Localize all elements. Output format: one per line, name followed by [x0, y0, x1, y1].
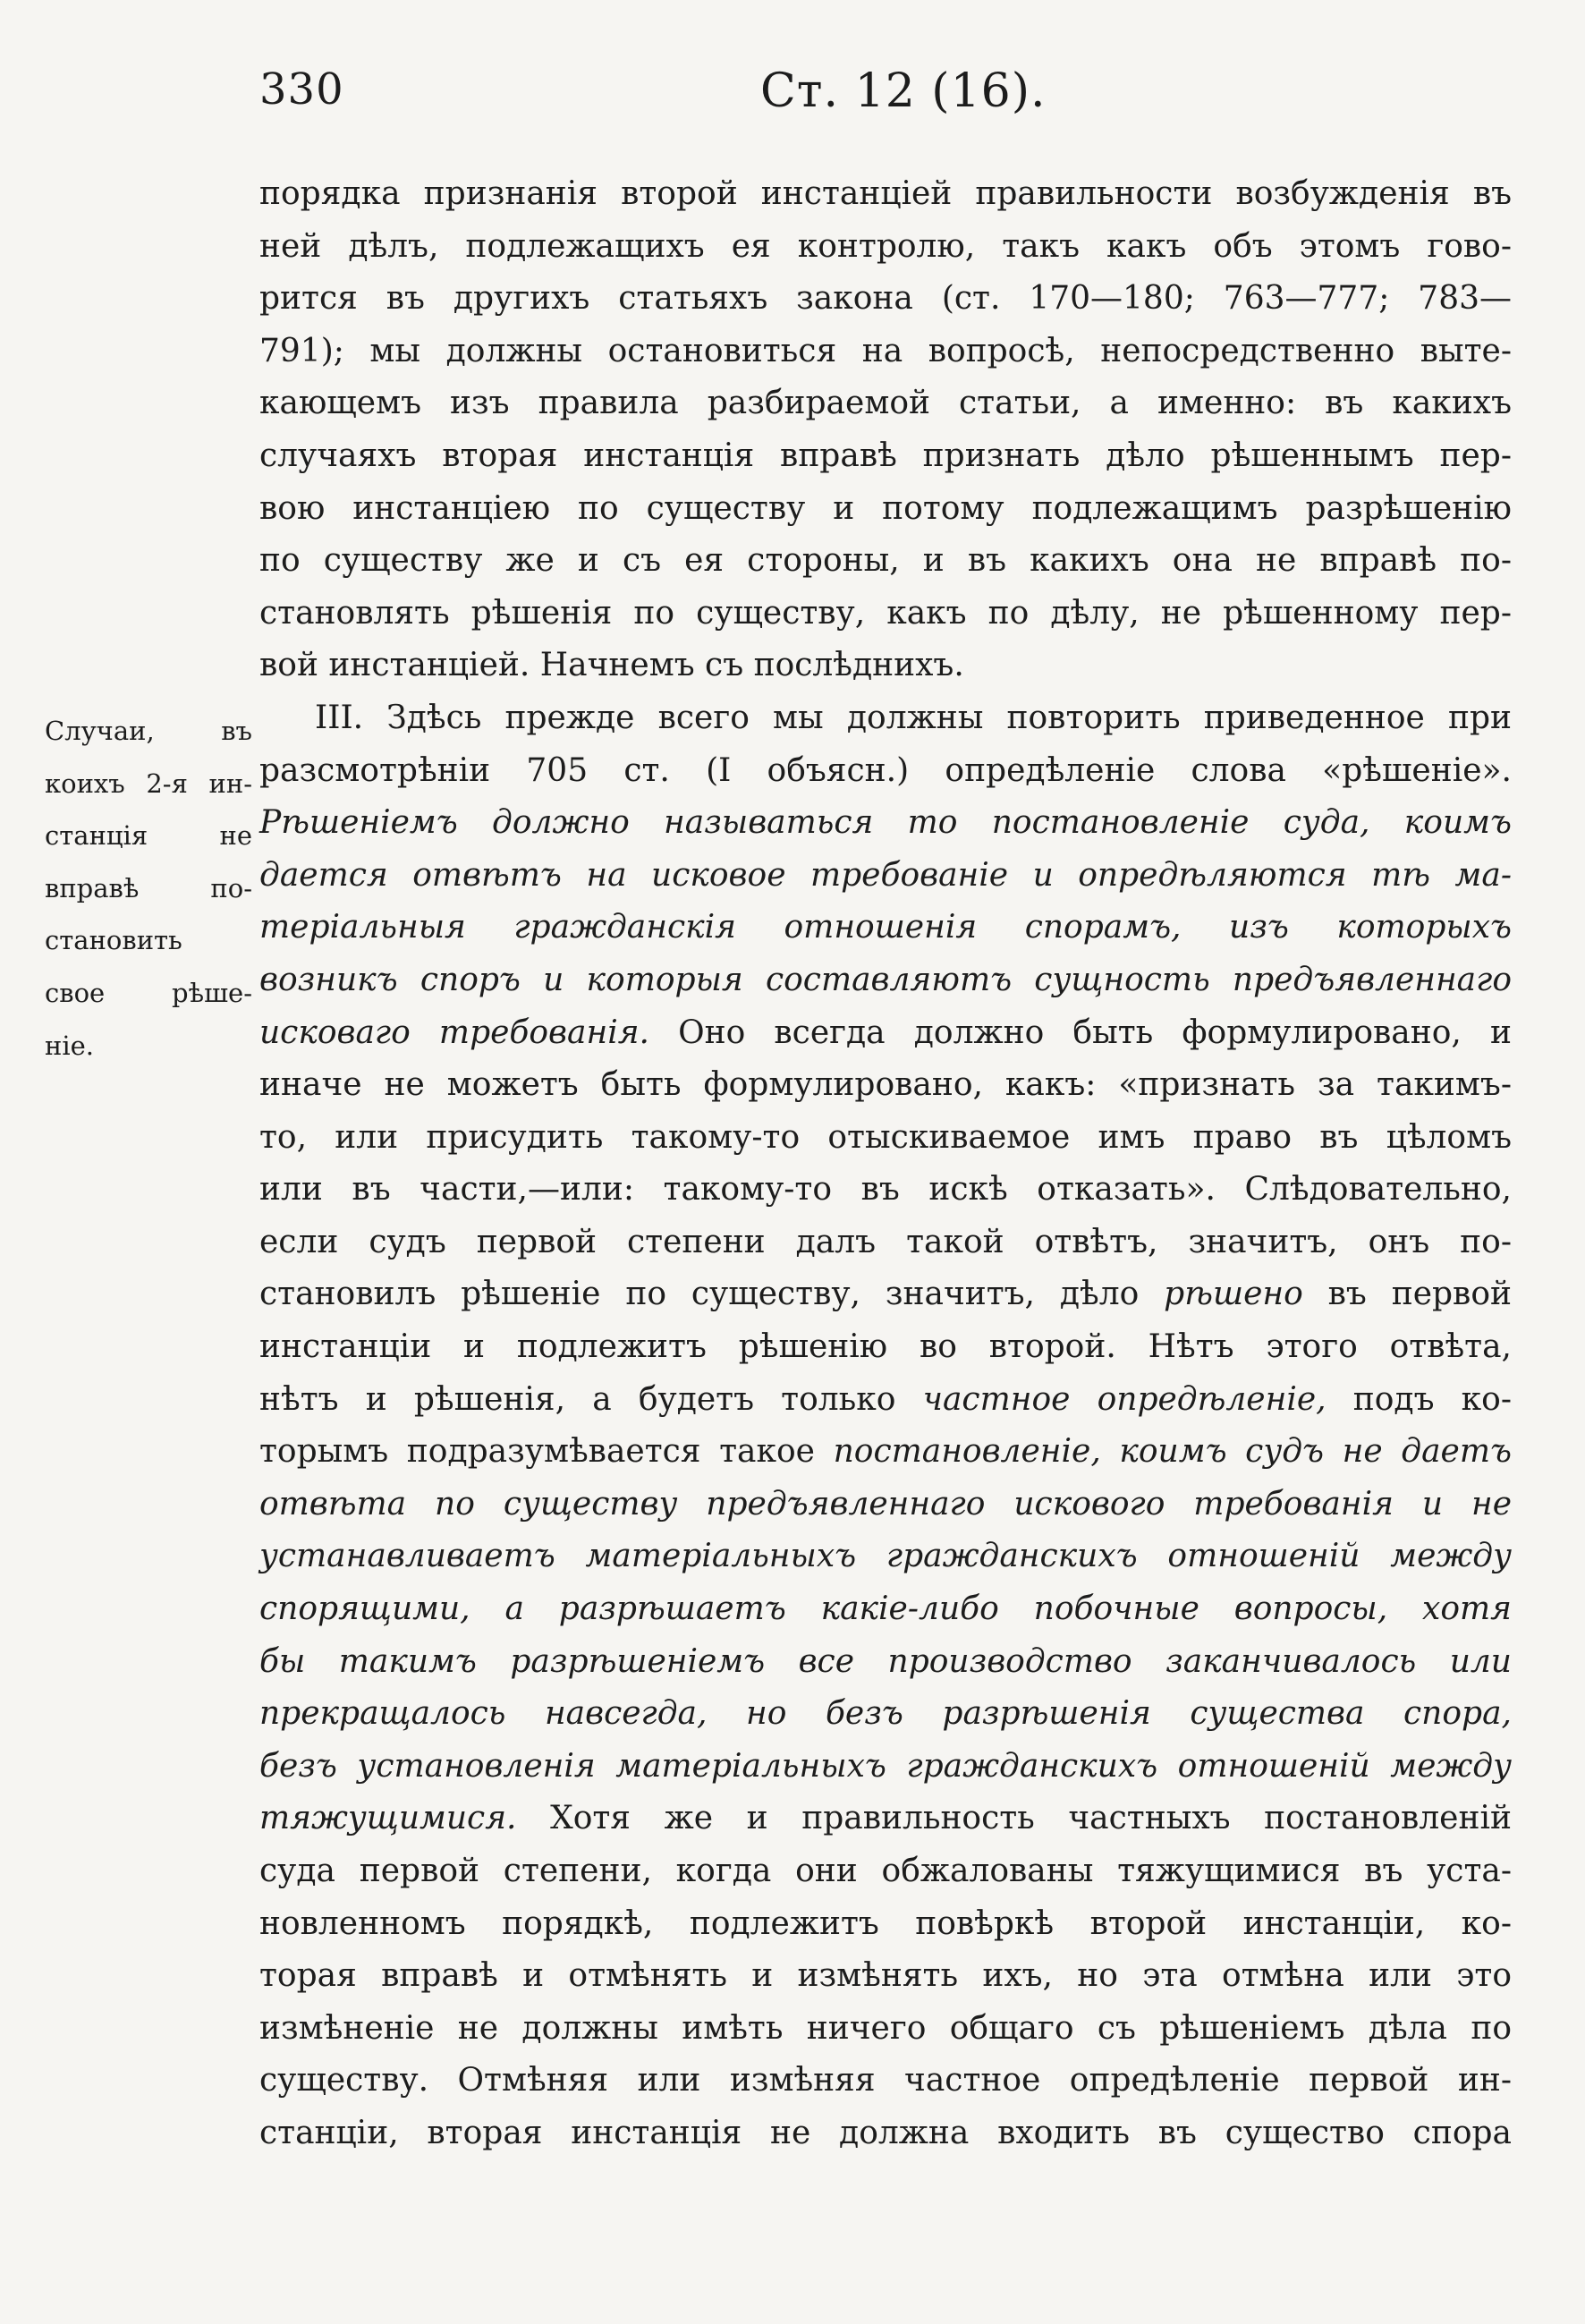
margin-note	[45, 705, 252, 1072]
text-line-italic	[259, 1583, 1512, 1636]
italic-run: прекращалось навсегда, но безъ разрѣшенія существа спора,	[259, 1695, 1512, 1733]
margin-note-line: Случаи, въ	[45, 716, 252, 746]
italic-run: устанавливаетъ матеріальныхъ гражданскихъ отношеній между	[259, 1538, 1512, 1575]
text-line	[259, 2108, 1512, 2160]
italic-run: бы такимъ разрѣшеніемъ все производство заканчивалось или	[259, 1642, 1512, 1680]
text-line-italic	[259, 902, 1512, 954]
text-line	[259, 1268, 1512, 1321]
text-line-italic	[259, 1636, 1512, 1689]
text-line-italic	[259, 1741, 1512, 1794]
text-line	[259, 377, 1512, 430]
text-line	[259, 483, 1512, 536]
text-line-italic	[259, 797, 1512, 850]
italic-run: постановленіе, коимъ судъ не даетъ	[833, 1433, 1512, 1471]
text-line	[259, 2055, 1512, 2108]
margin-note-line: становить	[45, 925, 182, 956]
text-run: становилъ рѣшеніе по существу, значитъ, дѣло	[259, 1276, 1165, 1313]
page-header	[259, 64, 1512, 136]
text-line	[259, 1426, 1512, 1479]
margin-note-line: станція не	[45, 820, 252, 852]
text-run: суда первой степени, когда они обжалованы тяжущимися въ уста-	[259, 1853, 1512, 1889]
italic-run: тяжущимися.	[259, 1800, 517, 1837]
text-line	[259, 1059, 1512, 1112]
text-run: торымъ подразумѣвается такое	[259, 1433, 834, 1471]
text-line-italic	[259, 1531, 1512, 1583]
italic-run: исковаго требованія.	[259, 1014, 649, 1051]
text-line	[259, 692, 1512, 745]
text-line	[259, 2003, 1512, 2056]
text-run: становлять рѣшенія по существу, какъ по дѣлу, не рѣшенному пер-	[259, 594, 1512, 632]
text-line	[259, 745, 1512, 798]
text-line	[259, 535, 1512, 588]
text-run: инстанціи и подлежитъ рѣшенію во второй. Нѣтъ этого отвѣта,	[259, 1328, 1512, 1366]
text-run: станціи, вторая инстанція не должна входить въ существо спора	[259, 2114, 1512, 2151]
text-run: по существу же и съ ея стороны, и въ какихъ она не вправѣ по-	[259, 542, 1512, 580]
text-run: то, или присудить такому-то отыскиваемое имъ право въ цѣломъ	[259, 1118, 1512, 1156]
page-number: 330	[259, 64, 344, 115]
text-line	[259, 1793, 1512, 1845]
text-line	[259, 1164, 1512, 1217]
section-start: III. Здѣсь прежде всего мы должны повторить приведенное при	[315, 699, 1512, 736]
text-run: подъ ко-	[1326, 1380, 1513, 1418]
text-line	[259, 430, 1512, 483]
text-run: 791); мы должны остановиться на вопросѣ, непосредственно выте-	[259, 332, 1512, 369]
text-line	[259, 326, 1512, 378]
text-run: новленномъ порядкѣ, подлежитъ повѣркѣ второй инстанціи, ко-	[259, 1904, 1512, 1942]
italic-run: Рѣшеніемъ должно называться то постановленіе суда, коимъ	[259, 804, 1512, 842]
text-run: рится въ другихъ статьяхъ закона (ст. 170—180; 763—777; 783—	[259, 280, 1512, 318]
text-run: если судъ первой степени далъ такой отвѣтъ, значитъ, онъ по-	[259, 1223, 1512, 1260]
text-run: вой инстанціей. Начнемъ съ послѣднихъ.	[259, 647, 964, 684]
margin-note-line: коихъ 2-я ин-	[45, 768, 252, 799]
text-run: иначе не можетъ быть формулировано, какъ: «признать за такимъ-	[259, 1066, 1512, 1104]
text-run: нѣтъ и рѣшенія, а будетъ только	[259, 1380, 923, 1418]
text-run: торая вправѣ и отмѣнять и измѣнять ихъ, но эта отмѣна или это	[259, 1957, 1512, 1995]
italic-run: возникъ споръ и которыя составляютъ сущность предъявленнаго	[259, 961, 1512, 998]
text-line	[259, 1007, 1512, 1060]
text-line	[259, 1845, 1512, 1898]
text-line-italic	[259, 850, 1512, 903]
text-line	[259, 168, 1512, 221]
text-line	[259, 1374, 1512, 1427]
text-run: вою инстанціею по существу и потому подлежащимъ разрѣшенію	[259, 489, 1512, 527]
text-run: измѣненіе не должны имѣть ничего общаго съ рѣшеніемъ дѣла по	[259, 2009, 1512, 2047]
text-line-italic	[259, 954, 1512, 1007]
text-line	[259, 1321, 1512, 1374]
text-line	[259, 588, 1512, 640]
running-head: Ст. 12 (16).	[760, 64, 1047, 118]
text-run: разсмотрѣніи 705 ст. (I объясн.) опредѣленіе слова «рѣшеніе».	[259, 751, 1512, 789]
italic-run: частное опредѣленіе,	[922, 1380, 1326, 1418]
margin-note-line: ніе.	[45, 1030, 94, 1061]
margin-note-line: свое рѣше-	[45, 977, 252, 1008]
body-text	[259, 168, 1512, 2160]
text-run: кающемъ изъ правила разбираемой статьи, а именно: въ какихъ	[259, 385, 1512, 422]
italic-run: теріальныя гражданскія отношенія спорамъ, изъ которыхъ	[259, 909, 1512, 946]
text-line	[259, 1950, 1512, 2003]
text-line-italic	[259, 1688, 1512, 1741]
text-line	[259, 273, 1512, 326]
text-run: Оно всегда должно быть формулировано, и	[648, 1014, 1512, 1051]
text-run: случаяхъ вторая инстанція вправѣ признать дѣло рѣшеннымъ пер-	[259, 437, 1512, 474]
text-run: или въ части,—или: такому-то въ искѣ отказать». Слѣдовательно,	[259, 1171, 1512, 1209]
text-run: ней дѣлъ, подлежащихъ ея контролю, такъ какъ объ этомъ гово-	[259, 227, 1512, 265]
text-run: Хотя же и правильность частныхъ постановленій	[516, 1800, 1512, 1837]
text-line-italic	[259, 1479, 1512, 1531]
text-line	[259, 1217, 1512, 1269]
text-line	[259, 640, 1512, 692]
text-line	[259, 1112, 1512, 1165]
italic-run: спорящими, а разрѣшаетъ какіе-либо побочные вопросы, хотя	[259, 1590, 1512, 1628]
text-line	[259, 221, 1512, 274]
text-run: существу. Отмѣняя или измѣняя частное опредѣленіе первой ин-	[259, 2062, 1512, 2099]
margin-note-line: вправѣ по-	[45, 872, 252, 903]
italic-run: безъ установленія матеріальныхъ гражданскихъ отношеній между	[259, 1747, 1512, 1785]
italic-run: рѣшено	[1164, 1276, 1303, 1313]
italic-run: отвѣта по существу предъявленнаго искового требованія и не	[259, 1485, 1512, 1522]
text-run: порядка признанія второй инстанціей правильности возбужденія въ	[259, 175, 1512, 212]
text-line	[259, 1898, 1512, 1951]
italic-run: дается отвѣтъ на исковое требованіе и опредѣляются тѣ ма-	[259, 856, 1512, 894]
text-run: въ первой	[1302, 1276, 1512, 1313]
